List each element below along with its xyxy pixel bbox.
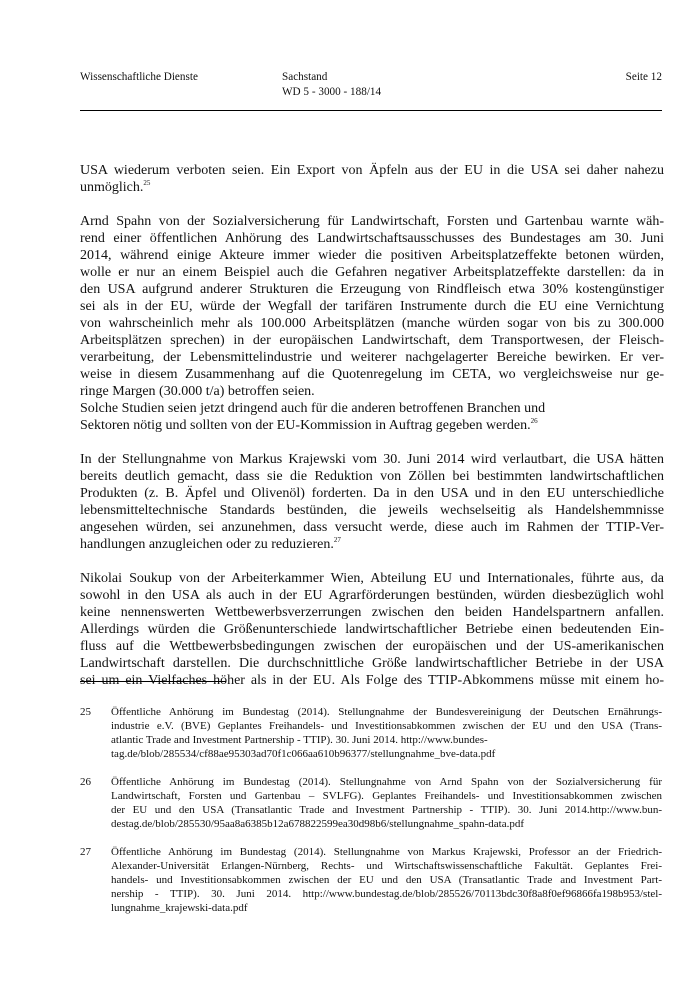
paragraph-3 [80, 400, 664, 434]
footnote-line: industrie e.V. (BVE) Geplantes Freihandels- und Investitionsabkommen zwischen der EU und den USA (Trans- [111, 720, 662, 732]
footnote-line: atlantic Trade and Investment Partnership - TTIP). 30. Juni 2014. http://www.bundes- [111, 734, 488, 746]
text-line: von wahrscheinlich mehr als 100.000 Arbeitsplätzen (manche würden sogar von bis zu 300.000 [80, 316, 664, 331]
header-divider [80, 110, 662, 111]
header-document-info [282, 70, 381, 100]
text-line: sei um ein Vielfaches höher als in der EU. Als Folge des TTIP-Abkommens müsse mit einem ho- [80, 673, 664, 688]
footnote-line: handels- und Investitionsabkommen zwischen der EU und den USA (Transatlantic Trade and Investment Part- [111, 874, 662, 886]
text-line: weise in diesem Zusammenhang auf die Quotenregelung im CETA, wo vergleichsweise nur ge- [80, 367, 664, 382]
text-line-content: Sektoren nötig und sollten von der EU-Kommission in Auftrag gegeben werden. [80, 418, 531, 433]
footnote-26 [80, 775, 662, 831]
text-line: USA wiederum verboten seien. Ein Export von Äpfeln aus der EU in die USA sei daher nahezu [80, 163, 664, 178]
text-line: Arnd Spahn von der Sozialversicherung für Landwirtschaft, Forsten und Gartenbau warnte wäh- [80, 214, 664, 229]
footnote-line: destag.de/blob/285530/95aa8a6385b12a678822599ea30d98b6/stellungnahme_spahn-data.pdf [111, 818, 525, 830]
text-line: sei als in der EU, würde der Wegfall der tarifären Instrumente durch die EU eine Vernichtung [80, 299, 664, 314]
text-line: keine nennenswerten Wettbewerbsverzerrungen zwischen den beiden Handelspartnern anfallen. [80, 605, 664, 620]
text-line [80, 179, 664, 196]
footnote-line: tag.de/blob/285534/cf88ae95303ad70f1c066aa610b96377/stellungnahme_bve-data.pdf [111, 748, 496, 760]
text-line: angesehen würden, sei anzunehmen, dass versucht werde, diese auch im Rahmen der TTIP-Ver- [80, 520, 664, 535]
text-line: verarbeitung, der Lebensmittelindustrie und weiterer nachgelagerter Bereiche bewirken. Er ver- [80, 350, 664, 365]
text-line-content: handlungen anzugleichen oder zu reduzieren. [80, 537, 334, 552]
text-line: rend einer öffentlichen Anhörung des Landwirtschaftsausschusses des Bundestages am 30. Juni [80, 231, 664, 246]
footnote-divider [80, 681, 226, 682]
text-line: lebensmitteltechnische Standards bestünden, die jeweils wechselseitig als Handelshemmnisse [80, 503, 664, 518]
footnote-ref-27: 27 [333, 536, 341, 544]
text-line-content: unmöglich. [80, 180, 144, 195]
header-doc-type: Sachstand [282, 71, 328, 83]
footnote-27 [80, 845, 662, 915]
paragraph-1 [80, 162, 664, 196]
paragraph-4 [80, 451, 664, 553]
footnote-line: der EU und den USA (Transatlantic Trade and Investment Partnership - TTIP). 30. Juni 2014.http://www.bun- [111, 804, 662, 816]
text-line: bereits deutlich gemacht, dass sie die Reduktion von Zöllen bei bestimmten landwirtschaftlichen [80, 469, 664, 484]
text-line: Allerdings würden die Größenunterschiede landwirtschaftlicher Betriebe einen bedeutenden Ein- [80, 622, 664, 637]
header-organization: Wissenschaftliche Dienste [80, 71, 198, 83]
text-line: Solche Studien seien jetzt dringend auch für die anderen betroffenen Branchen und [80, 401, 546, 416]
page-number: Seite 12 [625, 71, 662, 83]
footnotes [80, 705, 662, 929]
text-line: ringe Margen (30.000 t/a) betroffen seien. [80, 384, 315, 399]
text-line: Landwirtschaft darstellen. Die durchschnittliche Größe landwirtschaftlicher Betriebe in der USA [80, 656, 664, 671]
paragraph-2 [80, 213, 664, 400]
text-line: den USA aufgrund anderer Strukturen die Erzeugung von Rindfleisch etwa 30% kostengünstiger [80, 282, 664, 297]
body-text [80, 162, 664, 689]
footnote-ref-25: 25 [143, 179, 151, 187]
footnote-25 [80, 705, 662, 761]
text-line: Arbeitsplätzen sprechen) in der europäischen Landwirtschaft, dem Transportwesen, der Fleisch- [80, 333, 664, 348]
footnote-ref-26: 26 [530, 417, 538, 425]
text-line [80, 417, 664, 434]
text-line: fluss auf die Wettbewerbsbedingungen zwischen der europäischen und der US-amerikanischen [80, 639, 664, 654]
footnote-line: Öffentliche Anhörung im Bundestag (2014). Stellungnahme von Arnd Spahn von der Sozialversicherung für [111, 776, 662, 788]
footnote-line: nership - TTIP). 30. Juni 2014. http://www.bundestag.de/blob/285526/70113bdc30f8a8f0ef96866fa198b953/stel- [111, 888, 662, 900]
footnote-line: lungnahme_krajewski-data.pdf [111, 902, 248, 914]
paragraph-5 [80, 570, 664, 689]
text-line: sowohl in den USA als auch in der EU Agrarförderungen bestünden, würden diesbezüglich wohl [80, 588, 664, 603]
text-line: In der Stellungnahme von Markus Krajewski vom 30. Juni 2014 wird verlautbart, die USA hätten [80, 452, 664, 467]
footnote-line: Öffentliche Anhörung im Bundestag (2014). Stellungnahme von Markus Krajewski, Professor an der Friedrich- [111, 846, 662, 858]
footnote-line: Alexander-Universität Erlangen-Nürnberg, Rechts- und Wirtschaftswissenschaftliche Fakultät. Geplantes Frei- [111, 860, 662, 872]
text-line: Produkten (z. B. Äpfel und Olivenöl) forderten. Da in den USA und in den EU unterschiedliche [80, 486, 664, 501]
header-doc-id: WD 5 - 3000 - 188/14 [282, 86, 382, 98]
text-line: Nikolai Soukup von der Arbeiterkammer Wien, Abteilung EU und Internationales, führte aus, da [80, 571, 664, 586]
footnote-line: Landwirtschaft, Forsten und Gartenbau – SVLFG). Geplantes Freihandels- und Investitionsabkommen zwischen [111, 790, 662, 802]
text-line [80, 536, 664, 553]
footnote-line: Öffentliche Anhörung im Bundestag (2014). Stellungnahme der Bundesvereinigung der Deutschen Ernährungs- [111, 706, 662, 718]
footnote-number: 26 [80, 776, 91, 788]
text-line: wolle er nur an einem Beispiel auch die Gefahren negativer Arbeitsplatzeffekte darstellen: da in [80, 265, 664, 280]
footnote-number: 27 [80, 846, 91, 858]
text-line: 2014, während einige Akteure immer wieder die positiven Arbeitsplatzeffekte betonen würden, [80, 248, 664, 263]
footnote-number: 25 [80, 706, 91, 718]
